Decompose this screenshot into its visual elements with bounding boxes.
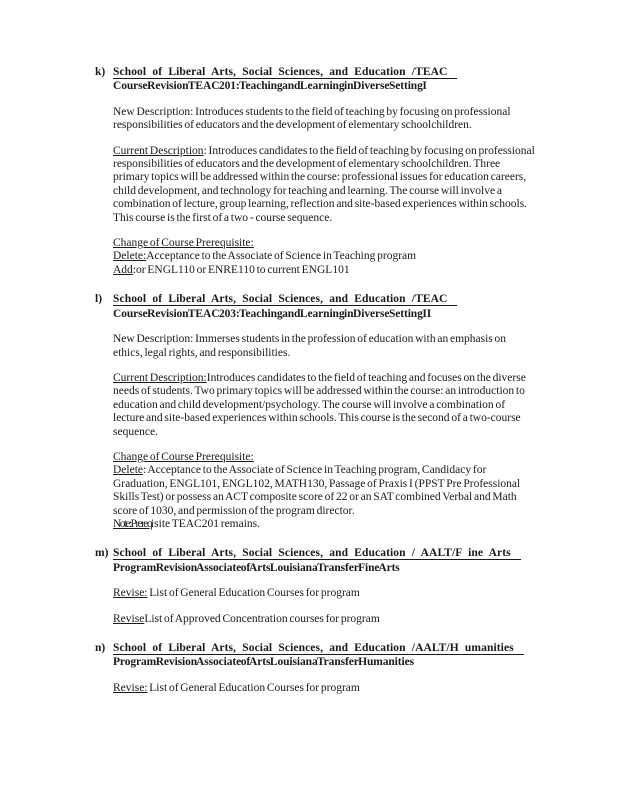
text-line [113, 250, 537, 263]
section-body [113, 642, 537, 695]
section-subheading: Program Revision Associate of Arts Louisiana Transfer Humanities [113, 656, 414, 669]
text-segment: Delete: [113, 250, 147, 263]
text-line [113, 333, 537, 360]
text-line [113, 464, 537, 518]
text-segment: List of General Education Courses for program [147, 587, 360, 600]
section-n [95, 642, 578, 695]
text-segment: Change of Course Prerequisite: [113, 450, 254, 463]
text-segment: Revise: [113, 681, 148, 694]
text-segment: List of Approved Concentration courses for program [144, 612, 380, 625]
paragraph-block [113, 451, 537, 531]
text-segment: Note:Prereq [113, 517, 151, 530]
section-heading: School of Liberal Arts, Social Sciences, and Education /TEAC [113, 66, 457, 79]
text-segment: Change of Course Prerequisite: [113, 237, 254, 250]
section-m [95, 547, 578, 626]
text-line [113, 237, 537, 250]
text-segment: Delete [113, 464, 144, 477]
paragraph-block [113, 682, 537, 695]
section-body [113, 293, 537, 531]
paragraph-block [113, 613, 537, 626]
text-line [113, 372, 537, 439]
text-line [113, 106, 537, 133]
section-heading: School of Liberal Arts, Social Sciences, and Education /TEAC [113, 293, 457, 306]
section-heading-row [113, 293, 537, 306]
text-line [113, 682, 537, 695]
text-line [113, 264, 537, 277]
text-segment: Current Description: [113, 371, 207, 384]
section-heading: School of Liberal Arts, Social Sciences, and Education /AALT/H umanities [113, 642, 524, 655]
text-segment: Acceptance to the Associate of Science in Teaching program [146, 250, 417, 263]
section-heading-row [113, 66, 537, 79]
list-item-label: l) [95, 293, 103, 306]
text-segment: : Acceptance to the Associate of Science in Teaching program, Candidacy for Graduation, ENGL101, ENGL102, MATH130, Passage of Praxis I (PPST Pre Professional Skills Test) or possess an ACT composite score of 22 or an SAT combined Verbal and Math score of 1030, and permission of the program director. [113, 464, 521, 517]
section-subheading: Program Revision Associate of Arts Louisiana Transfer Fine Arts [113, 561, 400, 574]
text-line [113, 587, 537, 600]
section-body [113, 547, 537, 626]
text-segment: Add [113, 263, 133, 276]
text-segment: isite TEAC201 remains. [150, 517, 261, 530]
paragraph-block [113, 333, 537, 360]
text-segment: Revise: [113, 587, 148, 600]
text-segment: List of General Education Courses for program [147, 681, 360, 694]
text-segment: New Description: Immerses students in the profession of education with an emphasis on ethics, legal rights, and responsibilities. [113, 333, 507, 359]
section-subheading: Course Revision TEAC 201: Teaching and Learning in Diverse Setting I [113, 80, 427, 93]
text-segment: Current Description [113, 144, 204, 157]
section-heading-row [113, 547, 537, 560]
paragraph-block [113, 145, 537, 225]
list-item-label: n) [95, 642, 106, 654]
list-item-label: k) [95, 66, 106, 78]
paragraph-block [113, 587, 537, 600]
section-subheading: Course Revision TEAC 203: Teaching and Learning in Diverse Setting II [113, 307, 432, 320]
section-heading: School of Liberal Arts, Social Sciences, and Education / AALT/F ine Arts [113, 547, 521, 560]
section-heading-row [113, 642, 537, 655]
text-segment: :or ENGL110 or ENRE110 to current ENGL101 [132, 263, 350, 276]
text-segment: New Description: Introduces students to the field of teaching by focusing on professional responsibilities of educators and the development of elementary schoolchildren. [113, 105, 511, 132]
text-segment: Revise [113, 612, 145, 625]
text-line [113, 145, 537, 225]
text-segment: : Introduces candidates to the field of teaching by focusing on professional responsibilities of educators and the development of elementary schoolchildren. Three primary topics will be addressed within the course: professional issues for education careers, child development, and technology for teaching and learning. The course will involve a combination of lecture, group learning, reflection and site-based experiences within schools. This course is the first of a two - course sequence. [113, 144, 535, 224]
text-segment: Introduces candidates to the field of teaching and focuses on the diverse needs of students. Two primary topics will be addressed within the course: an introduction to education and child development/psychology. The course will involve a combination of lecture and site-based experiences within schools. This course is the second of a two-course sequence. [113, 371, 526, 438]
paragraph-block [113, 106, 537, 133]
section-body [113, 66, 537, 277]
paragraph-block [113, 237, 537, 277]
text-line [113, 518, 537, 531]
text-line [113, 451, 537, 464]
text-line [113, 613, 537, 626]
paragraph-block [113, 372, 537, 439]
section-l [95, 293, 578, 531]
list-item-label: m) [95, 547, 109, 560]
section-k [95, 66, 578, 277]
